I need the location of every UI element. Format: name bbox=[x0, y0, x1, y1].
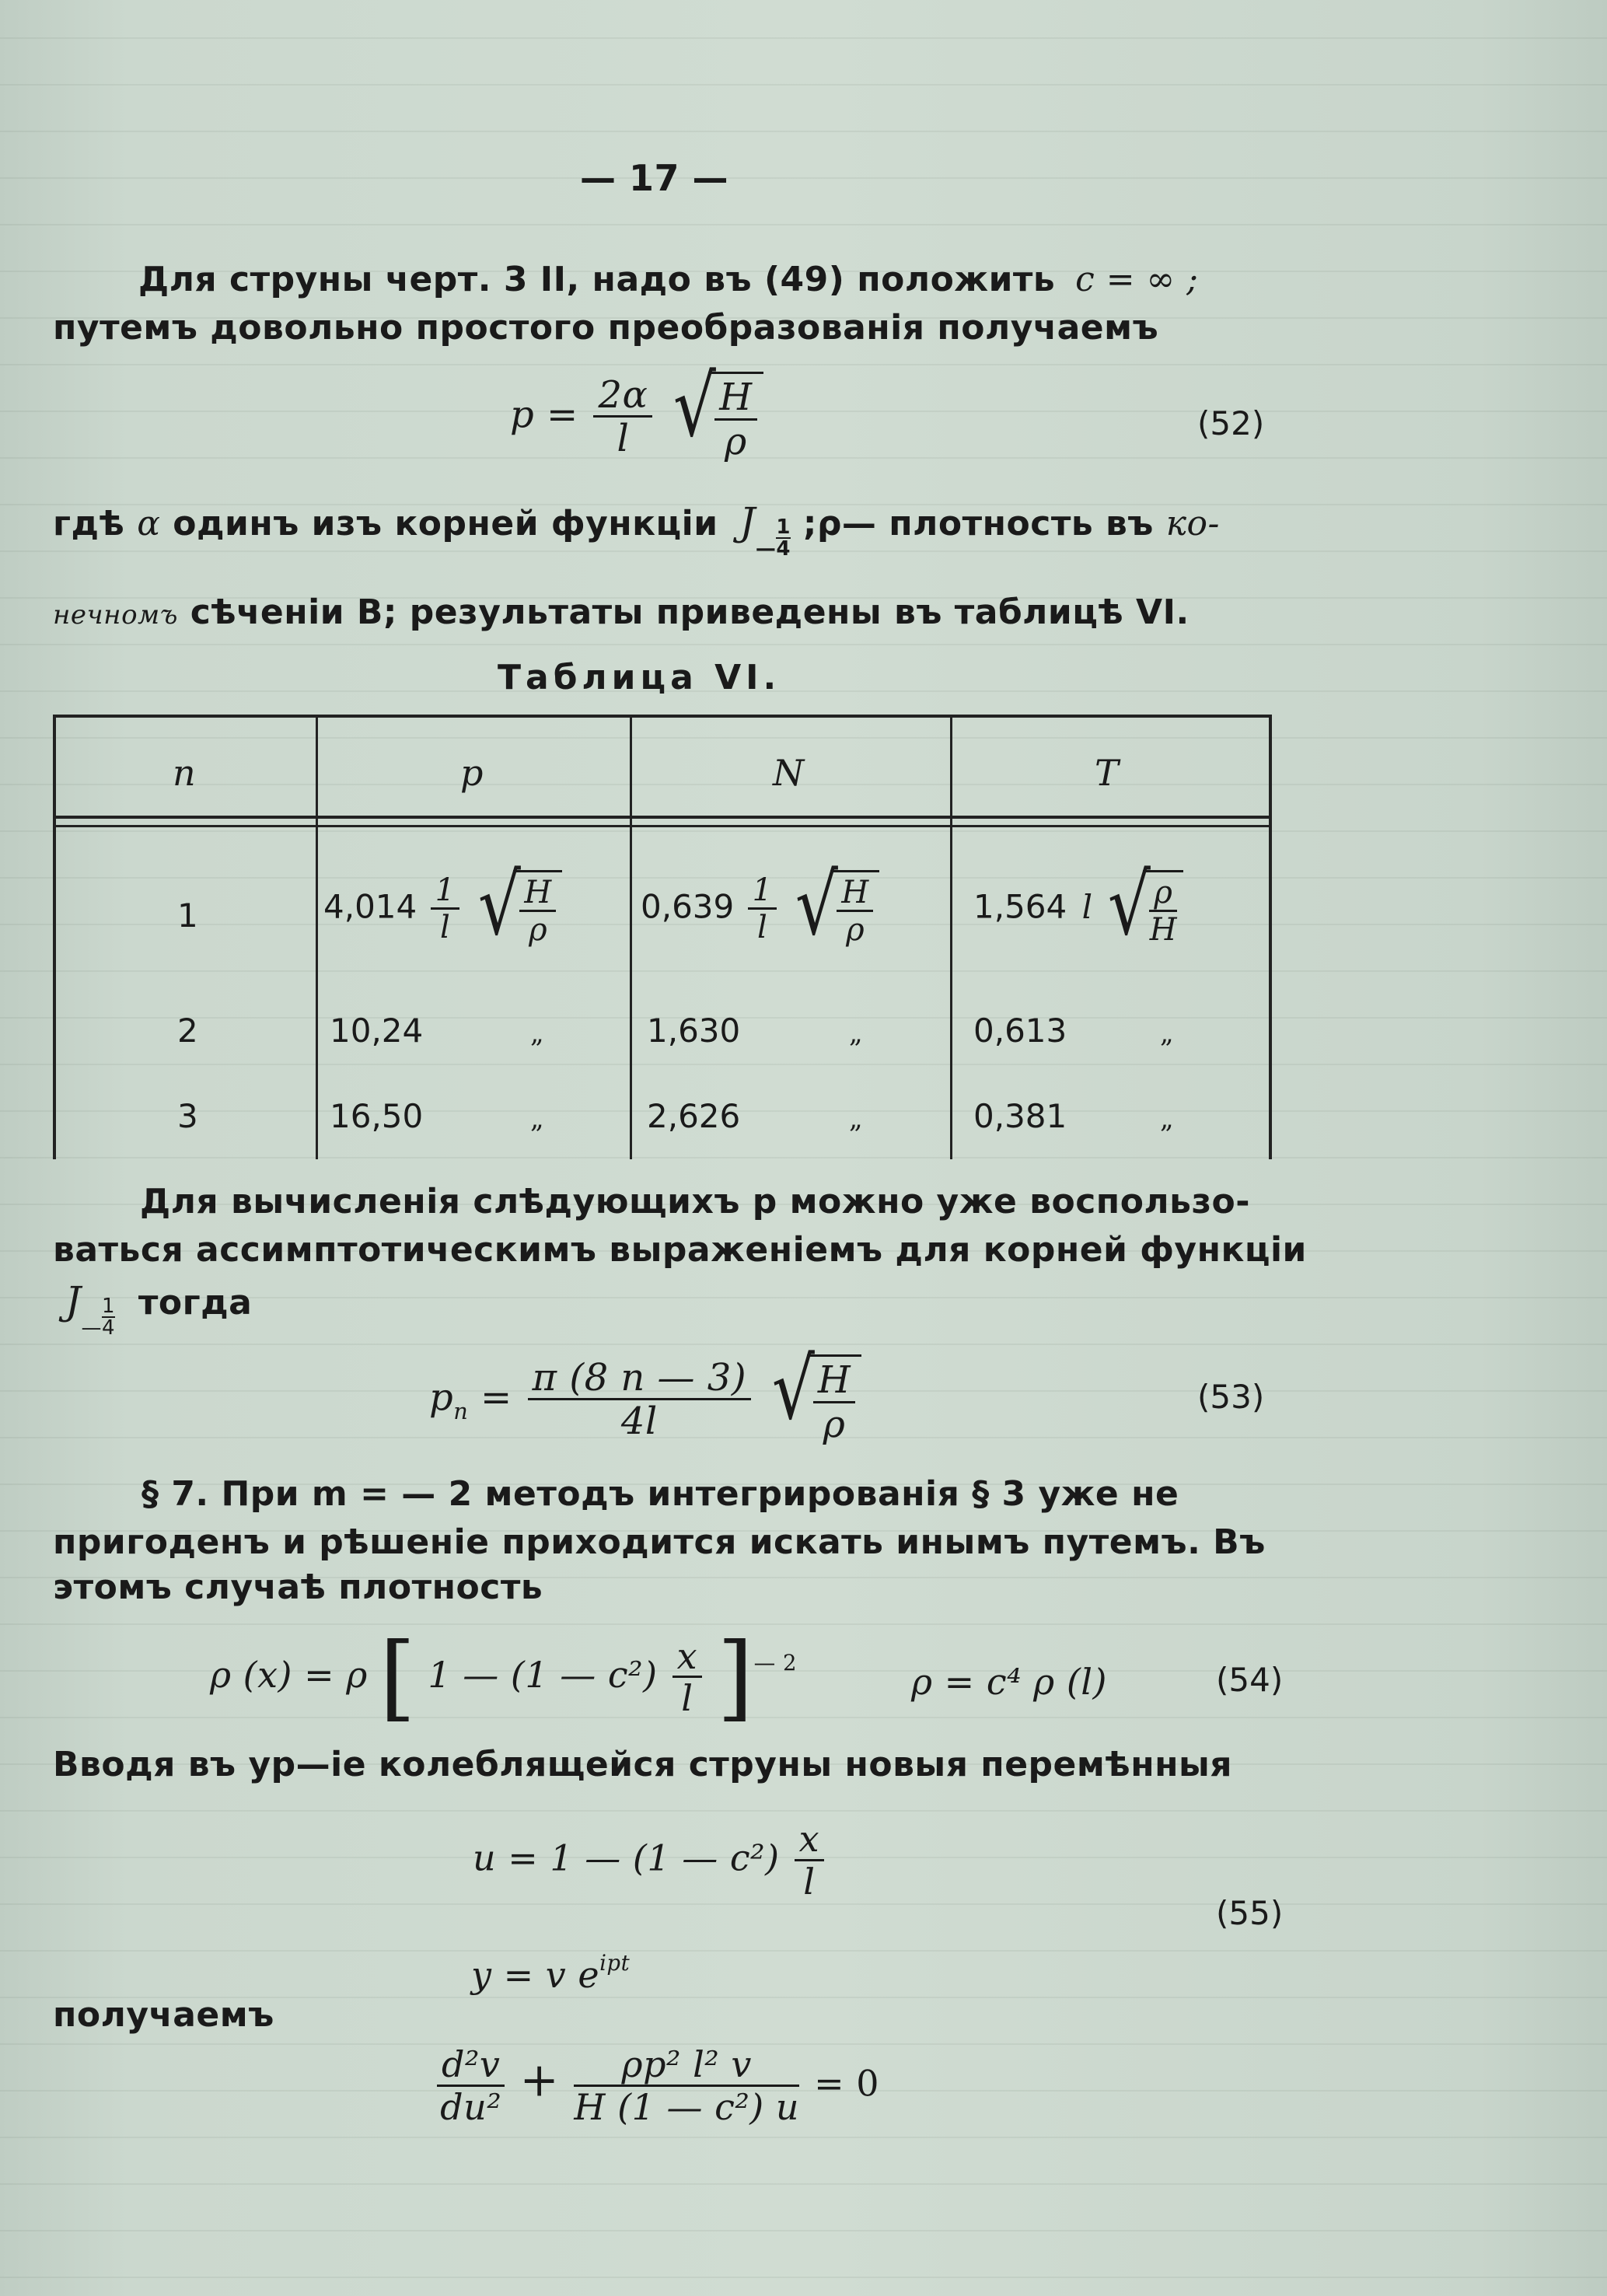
table-col-divider bbox=[316, 718, 318, 1159]
table-row-2-n: 2 bbox=[177, 1012, 198, 1050]
table-row-3-N-ditto: „ bbox=[849, 1103, 863, 1134]
para1-line2: путемъ довольно простого преобразованія получаемъ bbox=[53, 308, 1159, 348]
equation-53-label: (53) bbox=[1197, 1378, 1265, 1416]
table-header-rule bbox=[56, 816, 1269, 819]
table-row-3-p-ditto: „ bbox=[530, 1103, 544, 1134]
table-row-2-p: 10,24 bbox=[330, 1012, 424, 1050]
para4-line1: § 7. При m = — 2 методъ интегрированія § 3 уже не bbox=[141, 1474, 1179, 1514]
table-header-T: T bbox=[1095, 752, 1119, 794]
para1-line1: Для струны черт. 3 II, надо въ (49) положить c = ∞ ; bbox=[138, 260, 1199, 299]
table-row-2-T-ditto: „ bbox=[1160, 1018, 1174, 1049]
para2-line1: гдѣ α одинъ изъ корней функціи J— $\frac{1}{4}$ ;ρ— плотность въ ко- bbox=[53, 499, 1220, 561]
equation-55-label: (55) bbox=[1216, 1894, 1284, 1932]
table-header-p: p bbox=[460, 752, 484, 794]
table-header-N: N bbox=[773, 752, 805, 794]
para3-line2: ваться ассимптотическимъ выраженіемъ для корней функціи bbox=[53, 1230, 1307, 1270]
table-row-3-T-ditto: „ bbox=[1160, 1103, 1174, 1134]
table-row-1-N: 0,639 $\frac{1}{l}$ √ $\frac{H}{\rho}$ bbox=[641, 870, 879, 948]
table-row-1-n: 1 bbox=[177, 896, 198, 935]
table-row-3-N: 2,626 bbox=[647, 1097, 741, 1135]
table-row-2-T: 0,613 bbox=[973, 1012, 1067, 1050]
para5-line: Вводя въ ур—іе колеблящейся струны новыя перемѣнныя bbox=[53, 1745, 1233, 1784]
equation-55-line2: y = v $e^{ipt}$ bbox=[471, 1950, 631, 1997]
table-vi bbox=[53, 715, 1272, 1159]
table-header-n: n bbox=[173, 752, 196, 794]
table-row-3-p: 16,50 bbox=[330, 1097, 424, 1135]
para4-line3: этомъ случаѣ плотность bbox=[53, 1567, 543, 1607]
equation-54-label: (54) bbox=[1216, 1661, 1284, 1699]
equation-52: p = $\frac{2\alpha}{l}$ √ $\frac{H}{\rho}$ bbox=[510, 372, 763, 463]
para2-line2: нечномъ сѣченіи B; результаты приведены въ таблицѣ VI. bbox=[53, 592, 1190, 632]
table-col-divider bbox=[950, 718, 952, 1159]
table-row-3-n: 3 bbox=[177, 1097, 198, 1135]
equation-55-line1: u = 1 — (1 — c²) $\frac{x}{l}$ bbox=[473, 1819, 827, 1902]
equation-54: ρ (x) = ρ [ 1 — (1 — c²) $\frac{x}{l}$ ]$^{— 2}$ bbox=[210, 1623, 797, 1732]
para4-line2: пригоденъ и рѣшеніе приходится искать инымъ путемъ. Въ bbox=[53, 1522, 1266, 1562]
para3-line1: Для вычисленія слѣдующихъ p можно уже воспользо- bbox=[140, 1182, 1251, 1221]
equation-54-rhs: ρ = c⁴ ρ (l) bbox=[911, 1661, 1107, 1703]
para6-line: получаемъ bbox=[53, 1995, 274, 2035]
para3-line3: J— $\frac{1}{4}$ тогда bbox=[65, 1278, 253, 1340]
table-row-2-N: 1,630 bbox=[647, 1012, 741, 1050]
table-row-1-T: 1,564 l √ $\frac{\rho}{H}$ bbox=[973, 870, 1183, 948]
table-row-2-N-ditto: „ bbox=[849, 1018, 863, 1049]
table-row-3-T: 0,381 bbox=[973, 1097, 1067, 1135]
table-row-2-p-ditto: „ bbox=[530, 1018, 544, 1049]
equation-56: $\frac{\text{d²v}}{\text{du²}}$ + $\frac{\text{ρp² l² v}}{\text{H (1 — c²) u}}$ = 0 bbox=[434, 2045, 879, 2127]
page-number: — 17 — bbox=[580, 157, 729, 199]
table-col-divider bbox=[630, 718, 632, 1159]
table-header-rule-double bbox=[56, 825, 1269, 827]
equation-52-label: (52) bbox=[1197, 404, 1265, 442]
table-caption: Таблица VI. bbox=[498, 658, 781, 697]
equation-53: $p_n$ = $\frac{\pi (8 n — 3)}{4l}$ √ $\frac{H}{\rho}$ bbox=[429, 1354, 861, 1446]
table-row-1-p: 4,014 $\frac{1}{l}$ √ $\frac{H}{\rho}$ bbox=[323, 870, 562, 948]
